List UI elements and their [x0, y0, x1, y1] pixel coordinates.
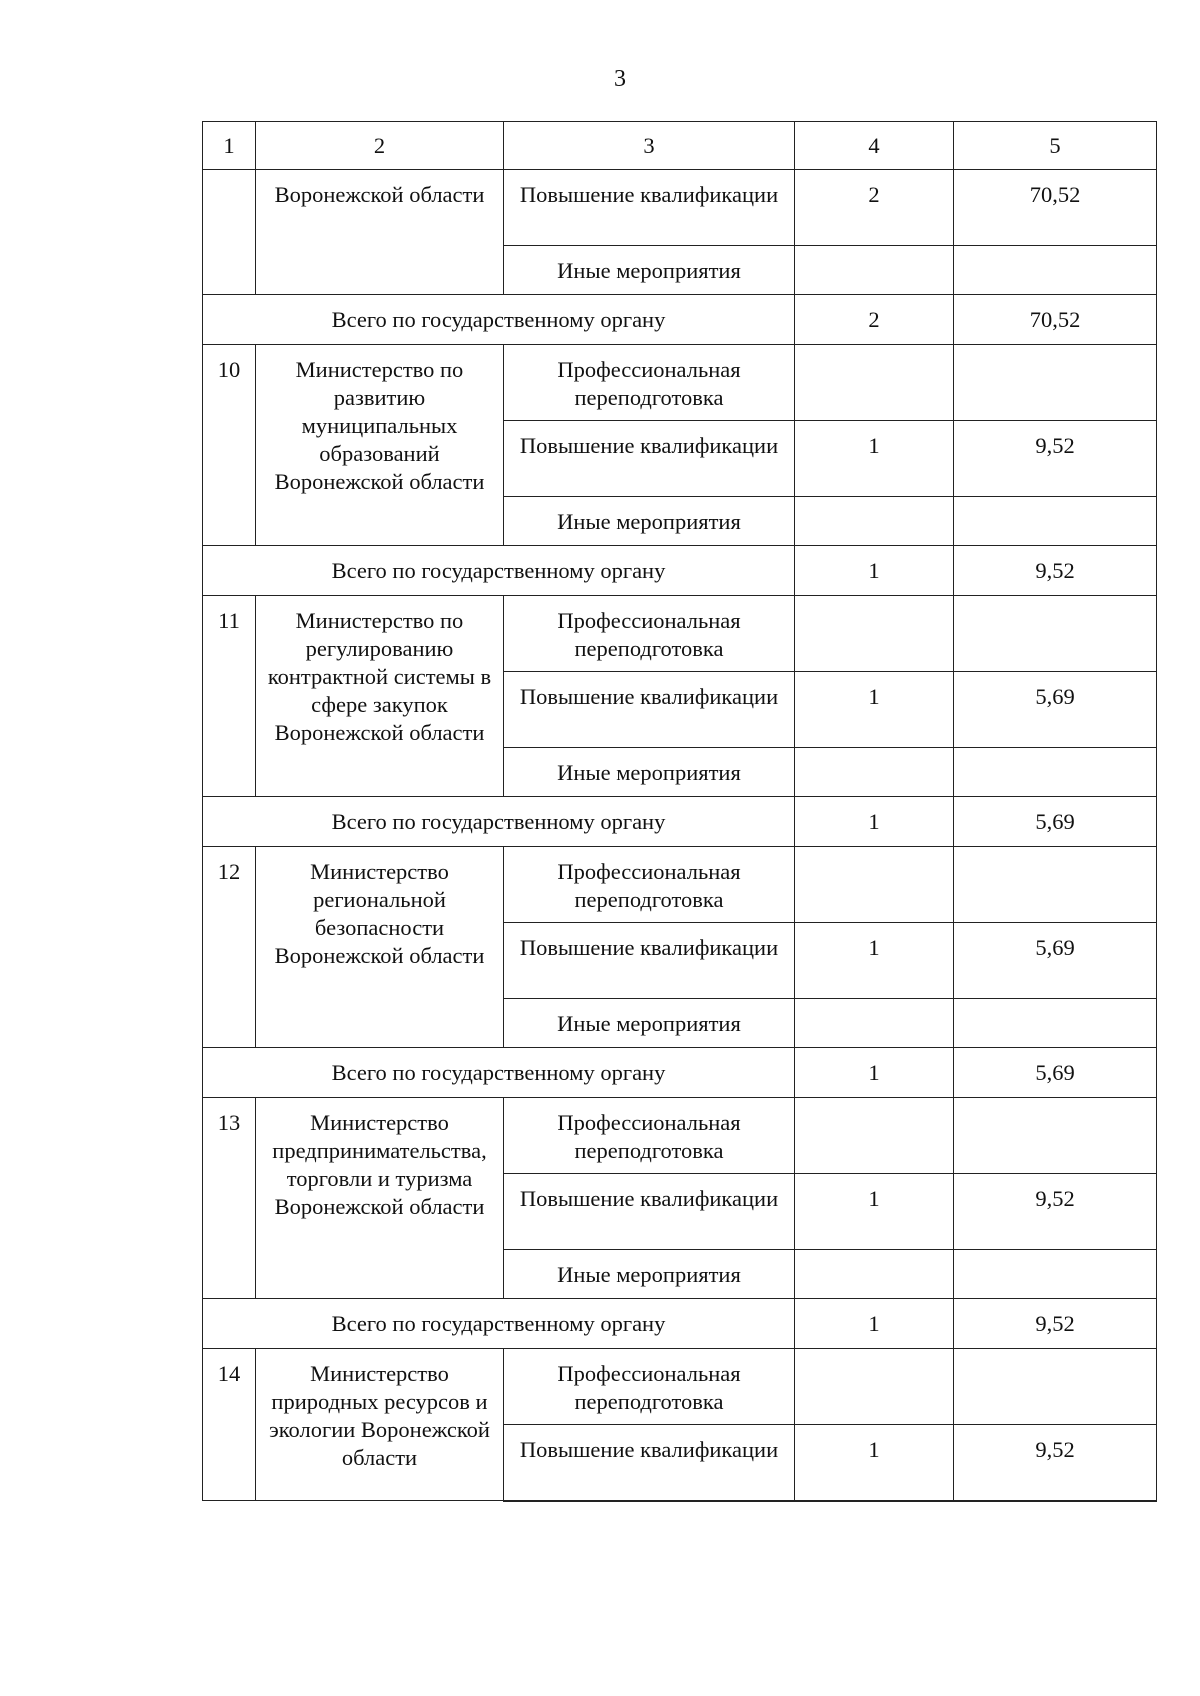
total-row: [203, 295, 1157, 345]
count-cell: [795, 497, 954, 546]
page-number: 3: [614, 66, 626, 92]
count-cell: [795, 345, 954, 421]
amount-cell: 5,69: [954, 672, 1157, 748]
total-amount: 9,52: [954, 546, 1157, 596]
row-number-cell: [203, 170, 256, 295]
count-cell: [795, 748, 954, 797]
organization-cell: Министерство природных ресурсов и экологии Воронежской области: [256, 1349, 504, 1501]
organization-cell: Воронежской области: [256, 170, 504, 295]
activity-cell: Повышение квалификации: [504, 923, 795, 999]
activity-cell: Повышение квалификации: [504, 672, 795, 748]
table-row: [203, 596, 1157, 672]
table-row: [203, 170, 1157, 246]
total-amount: 5,69: [954, 1048, 1157, 1098]
amount-cell: [954, 345, 1157, 421]
row-number-cell: 10: [203, 345, 256, 546]
header-cell: 1: [203, 122, 256, 170]
table-row: [203, 345, 1157, 421]
total-amount: 5,69: [954, 797, 1157, 847]
total-amount: 70,52: [954, 295, 1157, 345]
organization-cell: Министерство предпринимательства, торговли и туризма Воронежской области: [256, 1098, 504, 1299]
activity-cell: Иные мероприятия: [504, 1250, 795, 1299]
activity-cell: Иные мероприятия: [504, 246, 795, 295]
count-cell: [795, 999, 954, 1048]
header-cell: 2: [256, 122, 504, 170]
activity-cell: Повышение квалификации: [504, 170, 795, 246]
amount-cell: [954, 748, 1157, 797]
count-cell: [795, 1098, 954, 1174]
total-label: Всего по государственному органу: [203, 295, 795, 345]
activity-cell: Повышение квалификации: [504, 1174, 795, 1250]
count-cell: 1: [795, 923, 954, 999]
table-row: [203, 1349, 1157, 1425]
activity-cell: Иные мероприятия: [504, 748, 795, 797]
row-number-cell: 14: [203, 1349, 256, 1501]
activity-cell: Иные мероприятия: [504, 999, 795, 1048]
amount-cell: 9,52: [954, 1174, 1157, 1250]
table-row: [203, 1098, 1157, 1174]
amount-cell: [954, 497, 1157, 546]
count-cell: 1: [795, 421, 954, 497]
total-count: 1: [795, 546, 954, 596]
amount-cell: 5,69: [954, 923, 1157, 999]
activity-cell: Повышение квалификации: [504, 421, 795, 497]
count-cell: 2: [795, 170, 954, 246]
amount-cell: [954, 847, 1157, 923]
total-row: [203, 1048, 1157, 1098]
count-cell: [795, 1250, 954, 1299]
total-label: Всего по государственному органу: [203, 1048, 795, 1098]
total-label: Всего по государственному органу: [203, 546, 795, 596]
activity-cell: Повышение квалификации: [504, 1425, 795, 1501]
activity-cell: Профессиональная переподготовка: [504, 596, 795, 672]
row-number-cell: 12: [203, 847, 256, 1048]
activity-cell: Профессиональная переподготовка: [504, 1098, 795, 1174]
amount-cell: 9,52: [954, 1425, 1157, 1501]
total-amount: 9,52: [954, 1299, 1157, 1349]
amount-cell: [954, 999, 1157, 1048]
amount-cell: 70,52: [954, 170, 1157, 246]
total-label: Всего по государственному органу: [203, 797, 795, 847]
count-cell: [795, 1349, 954, 1425]
count-cell: [795, 246, 954, 295]
header-cell: 3: [504, 122, 795, 170]
organization-cell: Министерство по развитию муниципальных образований Воронежской области: [256, 345, 504, 546]
total-row: [203, 797, 1157, 847]
row-number-cell: 11: [203, 596, 256, 797]
amount-cell: [954, 1250, 1157, 1299]
amount-cell: [954, 1098, 1157, 1174]
activity-cell: Профессиональная переподготовка: [504, 345, 795, 421]
activity-cell: Профессиональная переподготовка: [504, 847, 795, 923]
total-count: 1: [795, 1048, 954, 1098]
count-cell: 1: [795, 1174, 954, 1250]
total-row: [203, 1299, 1157, 1349]
total-count: 2: [795, 295, 954, 345]
header-cell: 5: [954, 122, 1157, 170]
organization-cell: Министерство региональной безопасности Воронежской области: [256, 847, 504, 1048]
table-row: [203, 847, 1157, 923]
total-row: [203, 546, 1157, 596]
row-number-cell: 13: [203, 1098, 256, 1299]
header-cell: 4: [795, 122, 954, 170]
count-cell: [795, 596, 954, 672]
table-header-row: [203, 122, 1157, 170]
training-table: [202, 121, 1157, 1502]
count-cell: [795, 847, 954, 923]
organization-cell: Министерство по регулированию контрактной системы в сфере закупок Воронежской области: [256, 596, 504, 797]
amount-cell: 9,52: [954, 421, 1157, 497]
amount-cell: [954, 246, 1157, 295]
activity-cell: Иные мероприятия: [504, 497, 795, 546]
count-cell: 1: [795, 672, 954, 748]
total-count: 1: [795, 797, 954, 847]
total-label: Всего по государственному органу: [203, 1299, 795, 1349]
total-count: 1: [795, 1299, 954, 1349]
amount-cell: [954, 1349, 1157, 1425]
amount-cell: [954, 596, 1157, 672]
activity-cell: Профессиональная переподготовка: [504, 1349, 795, 1425]
count-cell: 1: [795, 1425, 954, 1501]
